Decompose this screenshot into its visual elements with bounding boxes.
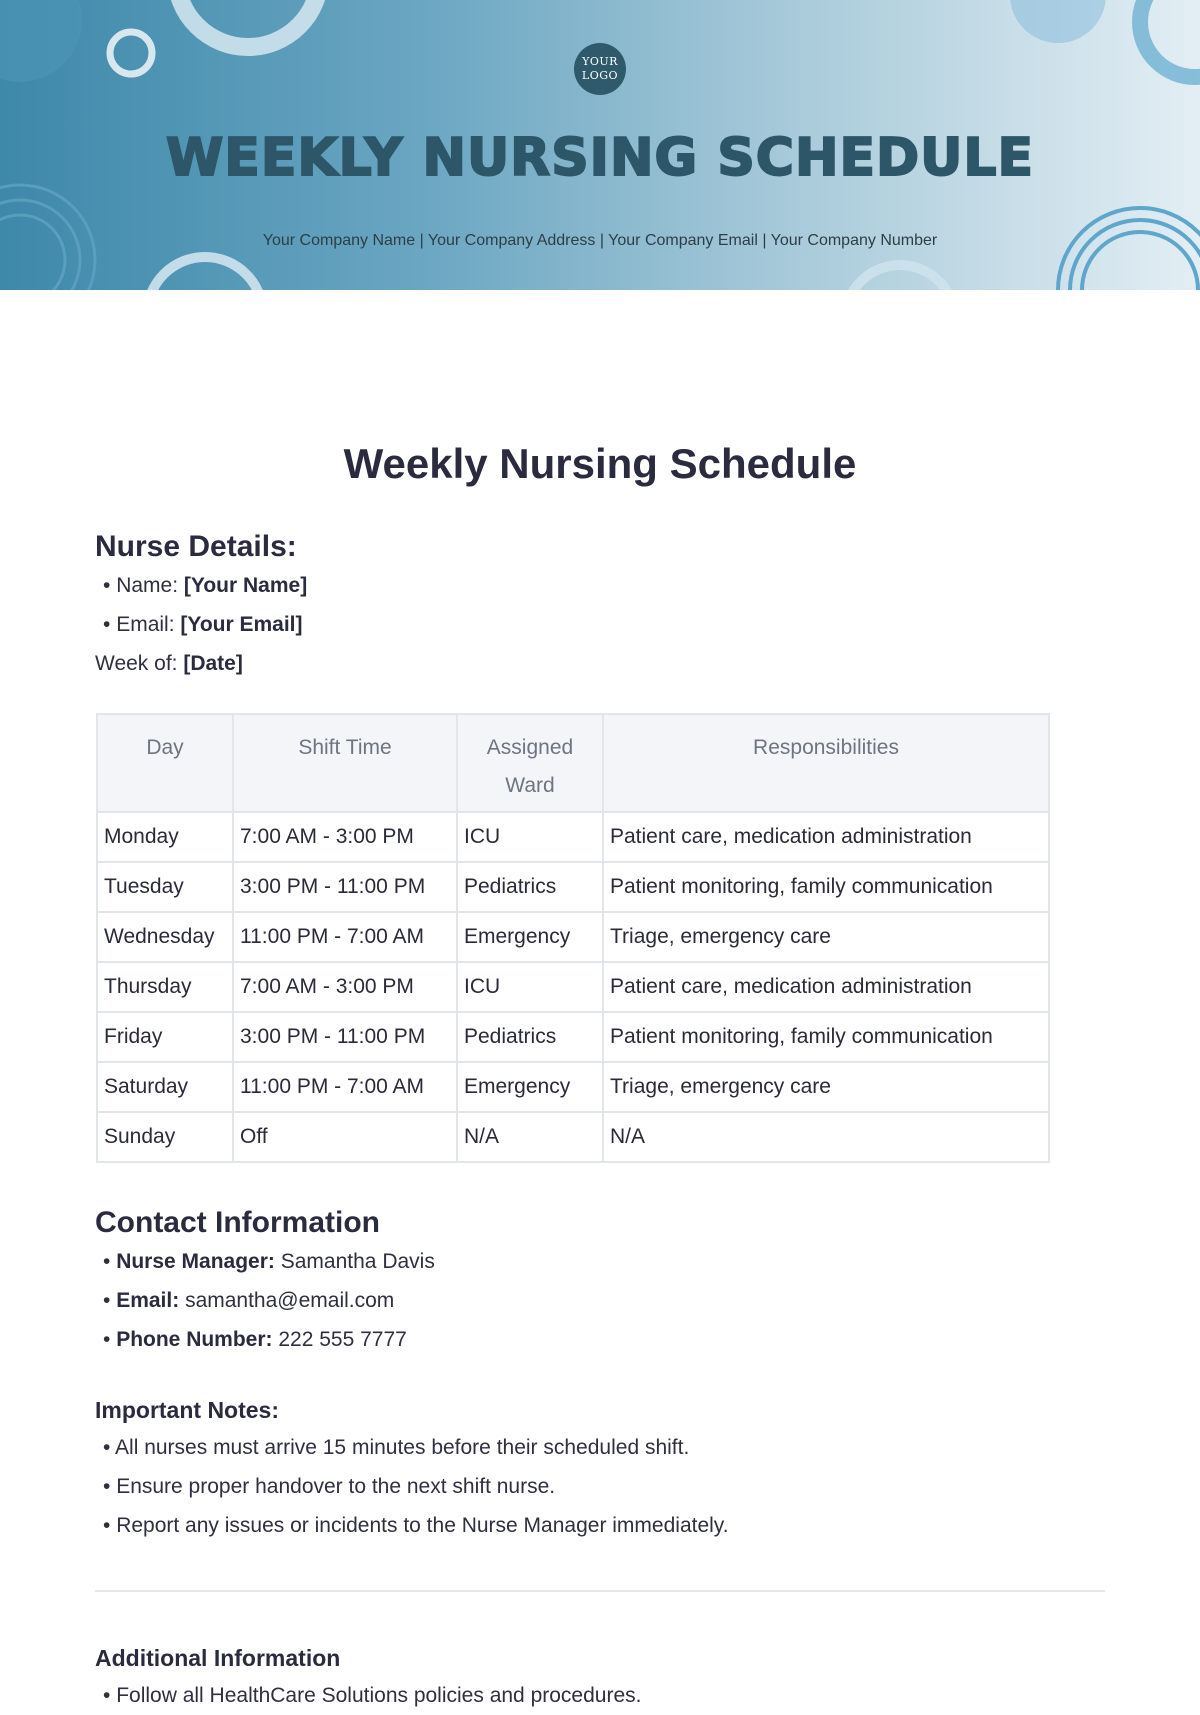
phone-label: Phone Number: <box>116 1328 273 1351</box>
cell-ward: Emergency <box>457 912 603 962</box>
cell-ward: Pediatrics <box>457 1012 603 1062</box>
list-item: • Report any issues or incidents to the Nurse Manager immediately. <box>95 1506 1105 1545</box>
list-item <box>95 1242 1105 1281</box>
cell-responsibilities: N/A <box>603 1112 1049 1162</box>
section-divider <box>95 1590 1105 1592</box>
table-row <box>97 912 1049 962</box>
cell-day: Saturday <box>97 1062 233 1112</box>
list-item: • All nurses must arrive 15 minutes before their scheduled shift. <box>95 1428 1105 1467</box>
cell-ward: N/A <box>457 1112 603 1162</box>
additional-list <box>95 1676 1105 1715</box>
company-logo <box>574 43 626 95</box>
column-header-assigned-ward: Assigned Ward <box>457 714 603 812</box>
table-row <box>97 812 1049 862</box>
cell-shift-time: 11:00 PM - 7:00 AM <box>233 1062 457 1112</box>
week-label: Week of: <box>95 652 178 675</box>
notes-list <box>95 1428 1105 1545</box>
page-title: Weekly Nursing Schedule <box>343 440 857 487</box>
column-header-day: Day <box>97 714 233 812</box>
cell-day: Sunday <box>97 1112 233 1162</box>
banner-title: WEEKLY NURSING SCHEDULE <box>165 128 1035 188</box>
column-header-responsibilities: Responsibilities <box>603 714 1049 812</box>
table-row <box>97 1012 1049 1062</box>
nurse-details-list <box>95 566 1105 644</box>
contact-section <box>95 1206 1105 1359</box>
table-header-row <box>97 714 1049 812</box>
phone-value: 222 555 7777 <box>278 1328 407 1351</box>
cell-day: Monday <box>97 812 233 862</box>
schedule-table <box>96 713 1050 1163</box>
name-label: Name: <box>116 574 179 597</box>
manager-value: Samantha Davis <box>280 1250 435 1273</box>
cell-shift-time: 3:00 PM - 11:00 PM <box>233 862 457 912</box>
week-value: [Date] <box>183 652 243 675</box>
cell-day: Friday <box>97 1012 233 1062</box>
table-row <box>97 962 1049 1012</box>
table-row <box>97 862 1049 912</box>
cell-responsibilities: Patient care, medication administration <box>603 962 1049 1012</box>
additional-heading: Additional Information <box>95 1645 341 1671</box>
cell-day: Tuesday <box>97 862 233 912</box>
list-item: • Ensure proper handover to the next shift nurse. <box>95 1467 1105 1506</box>
list-item: • Follow all HealthCare Solutions policies and procedures. <box>95 1676 1105 1715</box>
cell-ward: Emergency <box>457 1062 603 1112</box>
nurse-details-section <box>95 530 1105 683</box>
email-label: Email: <box>116 613 175 636</box>
name-value: [Your Name] <box>183 574 308 597</box>
cell-ward: Pediatrics <box>457 862 603 912</box>
column-header-shift-time: Shift Time <box>233 714 457 812</box>
cell-responsibilities: Patient monitoring, family communication <box>603 862 1049 912</box>
cell-day: Thursday <box>97 962 233 1012</box>
cell-ward: ICU <box>457 962 603 1012</box>
company-info-line: Your Company Name | Your Company Address | Your Company Email | Your Company Number <box>262 232 938 249</box>
notes-section <box>95 1397 1105 1545</box>
nurse-details-heading: Nurse Details: <box>95 530 297 563</box>
list-item <box>95 1320 1105 1359</box>
cell-responsibilities: Triage, emergency care <box>603 1062 1049 1112</box>
contact-list <box>95 1242 1105 1359</box>
cell-shift-time: Off <box>233 1112 457 1162</box>
list-item <box>95 1281 1105 1320</box>
manager-label: Nurse Manager: <box>116 1250 275 1273</box>
additional-section <box>95 1645 1105 1715</box>
table-row <box>97 1112 1049 1162</box>
week-of-line <box>95 644 1105 683</box>
logo-text: YOUR LOGO <box>581 55 619 82</box>
list-item <box>95 605 1105 644</box>
email-value: [Your Email] <box>180 613 303 636</box>
cell-responsibilities: Triage, emergency care <box>603 912 1049 962</box>
cell-shift-time: 3:00 PM - 11:00 PM <box>233 1012 457 1062</box>
table-row <box>97 1062 1049 1112</box>
notes-heading: Important Notes: <box>95 1397 279 1423</box>
cell-shift-time: 7:00 AM - 3:00 PM <box>233 962 457 1012</box>
cell-day: Wednesday <box>97 912 233 962</box>
list-item <box>95 566 1105 605</box>
cell-shift-time: 11:00 PM - 7:00 AM <box>233 912 457 962</box>
contact-heading: Contact Information <box>95 1206 380 1239</box>
cell-ward: ICU <box>457 812 603 862</box>
contact-email-label: Email: <box>116 1289 180 1312</box>
cell-responsibilities: Patient monitoring, family communication <box>603 1012 1049 1062</box>
cell-shift-time: 7:00 AM - 3:00 PM <box>233 812 457 862</box>
contact-email-value: samantha@email.com <box>185 1289 395 1312</box>
cell-responsibilities: Patient care, medication administration <box>603 812 1049 862</box>
header-banner <box>0 0 1200 290</box>
